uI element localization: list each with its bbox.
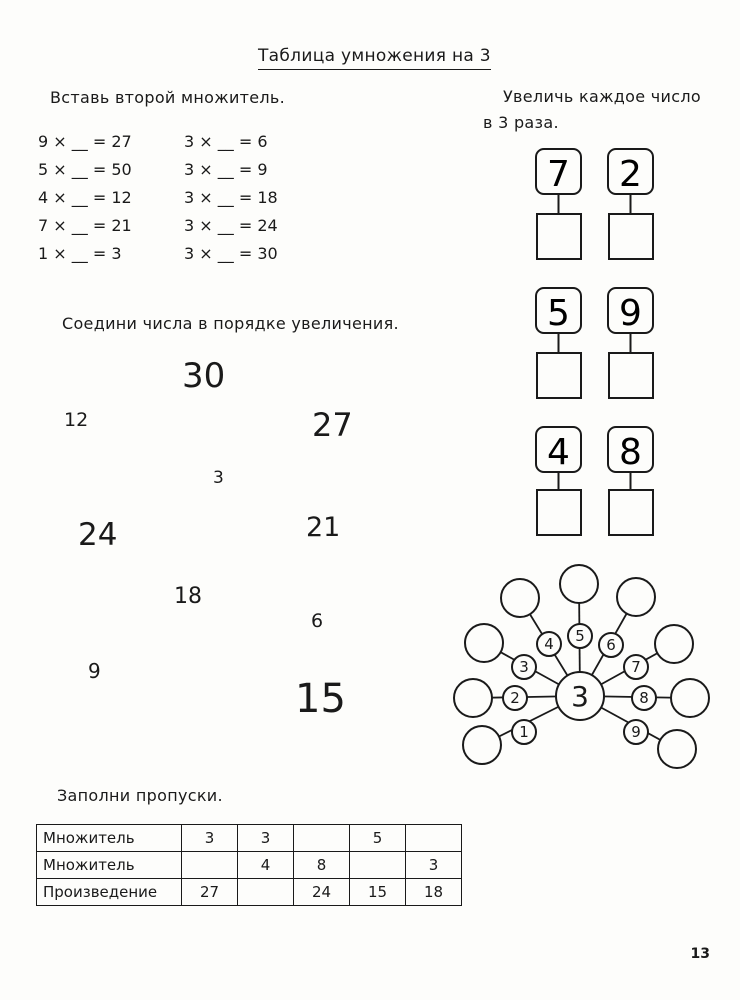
scatter-number[interactable]: 24 <box>78 517 118 553</box>
page-number: 13 <box>690 946 710 962</box>
table-cell[interactable]: 5 <box>350 825 406 852</box>
instruction-multiply-line1: Увеличь каждое число <box>503 87 701 106</box>
answer-circle[interactable] <box>463 726 501 764</box>
table-cell[interactable] <box>182 852 238 879</box>
equations-right-column <box>184 128 278 268</box>
petal-label: 6 <box>606 636 616 654</box>
petal-label: 2 <box>510 689 520 707</box>
equation[interactable]: 3 × __ = 30 <box>184 244 278 263</box>
equation[interactable]: 1 × __ = 3 <box>38 244 122 263</box>
scatter-number[interactable]: 27 <box>312 406 353 444</box>
table-cell[interactable] <box>294 825 350 852</box>
center-label: 3 <box>571 680 589 713</box>
table-row <box>37 879 462 906</box>
multiply-boxes-diagram <box>520 140 680 560</box>
answer-circle[interactable] <box>617 578 655 616</box>
answer-circle[interactable] <box>658 730 696 768</box>
petal-label: 5 <box>575 627 585 645</box>
table-cell[interactable] <box>238 879 294 906</box>
table-cell[interactable]: 24 <box>294 879 350 906</box>
number-label: 9 <box>619 293 642 334</box>
scatter-number[interactable]: 30 <box>182 356 226 396</box>
answer-circle[interactable] <box>655 625 693 663</box>
equation[interactable]: 3 × __ = 6 <box>184 132 268 151</box>
petal-label: 8 <box>639 689 649 707</box>
number-label: 8 <box>619 432 642 473</box>
row-label: Произведение <box>37 879 182 906</box>
answer-box[interactable] <box>609 214 653 259</box>
petal-label: 1 <box>519 723 529 741</box>
table-cell[interactable]: 18 <box>406 879 462 906</box>
equations-left-column <box>38 128 132 268</box>
instruction-insert-factor: Вставь второй множитель. <box>50 88 286 107</box>
page-title: Таблица умножения на 3 <box>258 46 491 70</box>
table-cell[interactable]: 4 <box>238 852 294 879</box>
table-cell[interactable]: 3 <box>238 825 294 852</box>
petal-label: 7 <box>631 658 641 676</box>
answer-box[interactable] <box>537 353 581 398</box>
answer-circle[interactable] <box>465 624 503 662</box>
table-cell[interactable]: 3 <box>406 852 462 879</box>
petal-label: 3 <box>519 658 529 676</box>
petal-label: 9 <box>631 723 641 741</box>
scatter-number[interactable]: 6 <box>311 610 324 632</box>
table-row <box>37 852 462 879</box>
scatter-number[interactable]: 21 <box>306 512 341 543</box>
equation[interactable]: 9 × __ = 27 <box>38 132 132 151</box>
equation[interactable]: 7 × __ = 21 <box>38 216 132 235</box>
answer-circle[interactable] <box>454 679 492 717</box>
equation[interactable]: 5 × __ = 50 <box>38 160 132 179</box>
instruction-connect-numbers: Соедини числа в порядке увеличения. <box>62 314 399 333</box>
table-cell[interactable]: 8 <box>294 852 350 879</box>
answer-box[interactable] <box>609 353 653 398</box>
equation[interactable]: 4 × __ = 12 <box>38 188 132 207</box>
equation[interactable]: 3 × __ = 24 <box>184 216 278 235</box>
number-label: 5 <box>547 293 570 334</box>
table-cell[interactable] <box>406 825 462 852</box>
row-label: Множитель <box>37 825 182 852</box>
answer-box[interactable] <box>609 490 653 535</box>
answer-box[interactable] <box>537 490 581 535</box>
equation[interactable]: 3 × __ = 18 <box>184 188 278 207</box>
equation[interactable]: 3 × __ = 9 <box>184 160 268 179</box>
scatter-number[interactable]: 12 <box>64 409 89 431</box>
table-cell[interactable]: 27 <box>182 879 238 906</box>
multiplication-table <box>36 824 462 906</box>
table-cell[interactable]: 15 <box>350 879 406 906</box>
table-row <box>37 825 462 852</box>
answer-box[interactable] <box>537 214 581 259</box>
scatter-number[interactable]: 3 <box>213 468 224 488</box>
table-cell[interactable] <box>350 852 406 879</box>
table-cell[interactable]: 3 <box>182 825 238 852</box>
answer-circle[interactable] <box>671 679 709 717</box>
petal-label: 4 <box>544 635 554 653</box>
scatter-number[interactable]: 9 <box>88 659 101 683</box>
number-label: 4 <box>547 432 570 473</box>
scatter-number[interactable]: 18 <box>174 584 202 609</box>
number-label: 7 <box>547 154 570 195</box>
instruction-multiply-line2: в 3 раза. <box>483 113 559 132</box>
answer-circle[interactable] <box>501 579 539 617</box>
number-label: 2 <box>619 154 642 195</box>
scatter-number[interactable]: 15 <box>295 676 346 722</box>
row-label: Множитель <box>37 852 182 879</box>
answer-circle[interactable] <box>560 565 598 603</box>
instruction-fill-gaps: Заполни пропуски. <box>57 786 223 805</box>
flower-diagram <box>440 555 740 790</box>
